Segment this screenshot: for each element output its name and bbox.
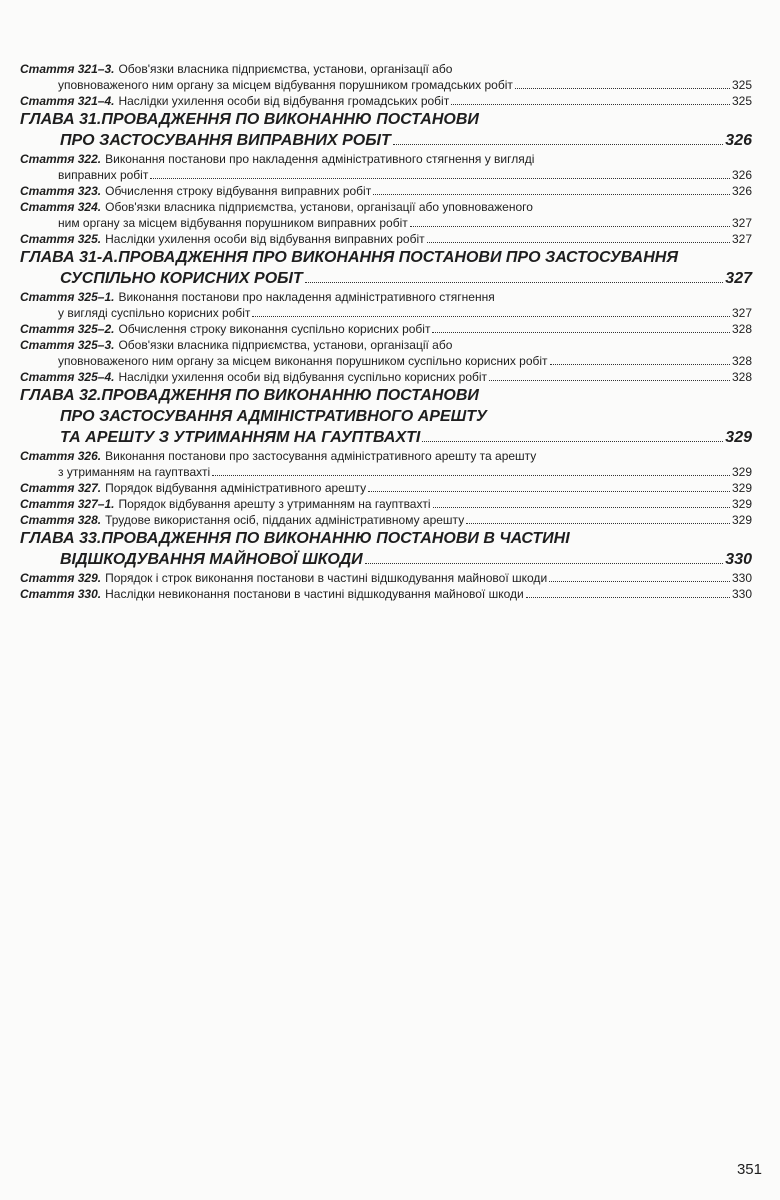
- toc-article-entry: [20, 496, 752, 512]
- toc-article-entry: [20, 231, 752, 247]
- toc-entry-title: Наслідки ухилення особи від відбування громадських робіт: [118, 94, 450, 108]
- toc-entry-title: Обов'язки власника підприємства, установи, організації або: [118, 62, 453, 76]
- toc-article-entry: [20, 199, 752, 231]
- toc-page-number: 329: [725, 429, 752, 446]
- toc-line: [20, 289, 752, 305]
- toc-chapter-entry: [20, 385, 752, 448]
- toc-line: [20, 570, 752, 586]
- toc-entry-title: Наслідки ухилення особи від відбування суспільно корисних робіт: [118, 370, 488, 384]
- toc-entry-label: Стаття 321–4.: [20, 94, 115, 108]
- toc-line: [20, 321, 752, 337]
- toc-dot-leader: [489, 377, 730, 381]
- toc-entry-label: Стаття 325–1.: [20, 290, 115, 304]
- toc-chapter-entry: [20, 528, 752, 570]
- toc-dot-leader: [305, 279, 724, 283]
- toc-entry-title: з утриманням на гауптвахті: [58, 465, 211, 479]
- toc-dot-leader: [466, 520, 730, 524]
- toc-article-entry: [20, 512, 752, 528]
- toc-dot-leader: [526, 594, 730, 598]
- toc-line: [20, 93, 752, 109]
- toc-article-entry: [20, 337, 752, 369]
- toc-entry-title: ТА АРЕШТУ З УТРИМАННЯМ НА ГАУПТВАХТІ: [60, 429, 421, 446]
- toc-dot-leader: [422, 438, 723, 442]
- toc-page-number: 327: [725, 270, 752, 287]
- toc-line: [20, 427, 752, 448]
- toc-entry-title: Виконання постанови про накладення адміністративного стягнення у вигляді: [105, 152, 535, 166]
- toc-line: [20, 337, 752, 353]
- toc-entry-label: Стаття 325–4.: [20, 370, 115, 384]
- toc-line: [20, 480, 752, 496]
- toc-article-entry: [20, 151, 752, 183]
- toc-page-number: 326: [731, 168, 752, 182]
- toc-line: [20, 231, 752, 247]
- toc-line: [20, 61, 752, 77]
- toc-entry-title: СУСПІЛЬНО КОРИСНИХ РОБІТ: [60, 270, 303, 287]
- toc-entry-title: ПРОВАДЖЕННЯ ПО ВИКОНАННЮ ПОСТАНОВИ: [101, 387, 479, 404]
- toc-chapter-entry: [20, 247, 752, 289]
- toc-line: [20, 586, 752, 602]
- toc-dot-leader: [451, 101, 730, 105]
- toc-entry-label: Стаття 330.: [20, 587, 102, 601]
- toc-entry-label: ГЛАВА 31-А.: [20, 249, 119, 266]
- toc-page-number: 325: [731, 78, 752, 92]
- toc-entry-label: Стаття 325.: [20, 232, 102, 246]
- toc-line: [20, 353, 752, 369]
- toc-entry-title: Обов'язки власника підприємства, установи, організації або: [118, 338, 453, 352]
- toc-page-number: 328: [731, 354, 752, 368]
- toc-entry-title: ПРОВАДЖЕННЯ ПО ВИКОНАННЮ ПОСТАНОВИ В ЧАСТИНІ: [101, 530, 570, 547]
- toc-entry-label: ГЛАВА 32.: [20, 387, 102, 404]
- toc-page-number: 327: [731, 306, 752, 320]
- toc-article-entry: [20, 586, 752, 602]
- toc-entry-label: ГЛАВА 33.: [20, 530, 102, 547]
- toc-dot-leader: [427, 239, 730, 243]
- toc-dot-leader: [252, 313, 730, 317]
- toc-article-entry: [20, 289, 752, 321]
- toc-entry-title: Порядок відбування арешту з утриманням на гауптвахті: [118, 497, 431, 511]
- toc-dot-leader: [515, 85, 730, 89]
- toc-entry-title: Наслідки невиконання постанови в частині відшкодування майнової шкоди: [105, 587, 524, 601]
- toc-entry-title: Обчислення строку відбування виправних робіт: [105, 184, 372, 198]
- toc-article-entry: [20, 480, 752, 496]
- toc-page-number: 329: [731, 513, 752, 527]
- toc-entry-label: Стаття 329.: [20, 571, 102, 585]
- toc-entry-title: Наслідки ухилення особи від відбування виправних робіт: [105, 232, 425, 246]
- toc-line: [20, 199, 752, 215]
- toc-entry-title: уповноваженого ним органу за місцем виконання порушником суспільно корисних робіт: [58, 354, 548, 368]
- toc-line: [20, 512, 752, 528]
- toc-article-entry: [20, 61, 752, 93]
- toc-entry-label: Стаття 328.: [20, 513, 102, 527]
- toc-article-entry: [20, 369, 752, 385]
- toc-entry-label: Стаття 324.: [20, 200, 102, 214]
- toc-dot-leader: [550, 361, 730, 365]
- toc-page-number: 330: [725, 551, 752, 568]
- toc-entry-label: Стаття 326.: [20, 449, 102, 463]
- toc-page-number: 329: [731, 465, 752, 479]
- toc-page-number: 330: [731, 571, 752, 585]
- toc-entry-title: у вигляді суспільно корисних робіт: [58, 306, 251, 320]
- toc-line: [20, 268, 752, 289]
- toc-line: [20, 448, 752, 464]
- toc-page-number: 326: [725, 132, 752, 149]
- toc-page-number: 328: [731, 370, 752, 384]
- toc-entry-title: ПРОВАДЖЕННЯ ПРО ВИКОНАННЯ ПОСТАНОВИ ПРО ЗАСТОСУВАННЯ: [118, 249, 679, 266]
- toc-dot-leader: [368, 488, 730, 492]
- toc-article-entry: [20, 183, 752, 199]
- toc-entry-label: Стаття 327.: [20, 481, 102, 495]
- toc-entry-label: Стаття 325–2.: [20, 322, 115, 336]
- toc-line: [20, 496, 752, 512]
- toc-entry-title: Виконання постанови про застосування адміністративного арешту та арешту: [105, 449, 537, 463]
- toc-entry-title: Обов'язки власника підприємства, установи, організації або уповноваженого: [105, 200, 533, 214]
- toc-line: [20, 167, 752, 183]
- toc-line: [20, 109, 752, 130]
- toc-entry-label: ГЛАВА 31.: [20, 111, 102, 128]
- toc-page-number: 330: [731, 587, 752, 601]
- toc-dot-leader: [365, 560, 724, 564]
- toc-entry-title: ПРО ЗАСТОСУВАННЯ АДМІНІСТРАТИВНОГО АРЕШТУ: [60, 408, 487, 425]
- toc-entry-title: ВІДШКОДУВАННЯ МАЙНОВОЇ ШКОДИ: [60, 551, 363, 568]
- toc-entry-title: Порядок і строк виконання постанови в частині відшкодування майнової шкоди: [105, 571, 548, 585]
- toc-dot-leader: [393, 141, 724, 145]
- toc-page-number: 326: [731, 184, 752, 198]
- toc-article-entry: [20, 93, 752, 109]
- table-of-contents: [20, 61, 752, 602]
- toc-dot-leader: [549, 578, 730, 582]
- toc-entry-title: ним органу за місцем відбування порушником виправних робіт: [58, 216, 408, 230]
- toc-page-number: 327: [731, 232, 752, 246]
- toc-line: [20, 247, 752, 268]
- toc-line: [20, 305, 752, 321]
- toc-entry-title: уповноваженого ним органу за місцем відбування порушником громадських робіт: [58, 78, 513, 92]
- toc-page-number: 329: [731, 481, 752, 495]
- toc-page-number: 327: [731, 216, 752, 230]
- toc-line: [20, 77, 752, 93]
- toc-dot-leader: [373, 191, 730, 195]
- toc-article-entry: [20, 570, 752, 586]
- toc-chapter-entry: [20, 109, 752, 151]
- toc-entry-title: ПРО ЗАСТОСУВАННЯ ВИПРАВНИХ РОБІТ: [60, 132, 391, 149]
- toc-article-entry: [20, 321, 752, 337]
- toc-line: [20, 406, 752, 427]
- toc-entry-title: Обчислення строку виконання суспільно корисних робіт: [118, 322, 431, 336]
- toc-entry-label: Стаття 323.: [20, 184, 102, 198]
- toc-dot-leader: [410, 223, 730, 227]
- toc-entry-title: Порядок відбування адміністративного арешту: [105, 481, 367, 495]
- toc-page-number: 325: [731, 94, 752, 108]
- toc-entry-title: Виконання постанови про накладення адміністративного стягнення: [118, 290, 495, 304]
- toc-page-number: 328: [731, 322, 752, 336]
- toc-line: [20, 215, 752, 231]
- toc-entry-label: Стаття 322.: [20, 152, 102, 166]
- toc-line: [20, 369, 752, 385]
- toc-dot-leader: [150, 175, 730, 179]
- toc-line: [20, 183, 752, 199]
- toc-line: [20, 464, 752, 480]
- toc-dot-leader: [212, 472, 730, 476]
- toc-dot-leader: [433, 504, 730, 508]
- toc-line: [20, 385, 752, 406]
- toc-entry-label: Стаття 327–1.: [20, 497, 115, 511]
- toc-entry-title: Трудове використання осіб, підданих адміністративному арешту: [105, 513, 465, 527]
- toc-line: [20, 549, 752, 570]
- toc-entry-label: Стаття 325–3.: [20, 338, 115, 352]
- toc-dot-leader: [432, 329, 730, 333]
- toc-article-entry: [20, 448, 752, 480]
- toc-page-number: 329: [731, 497, 752, 511]
- toc-entry-title: виправних робіт: [58, 168, 149, 182]
- toc-line: [20, 151, 752, 167]
- toc-line: [20, 130, 752, 151]
- toc-line: [20, 528, 752, 549]
- toc-entry-title: ПРОВАДЖЕННЯ ПО ВИКОНАННЮ ПОСТАНОВИ: [101, 111, 479, 128]
- toc-entry-label: Стаття 321–3.: [20, 62, 115, 76]
- page-number: 351: [736, 1161, 762, 1178]
